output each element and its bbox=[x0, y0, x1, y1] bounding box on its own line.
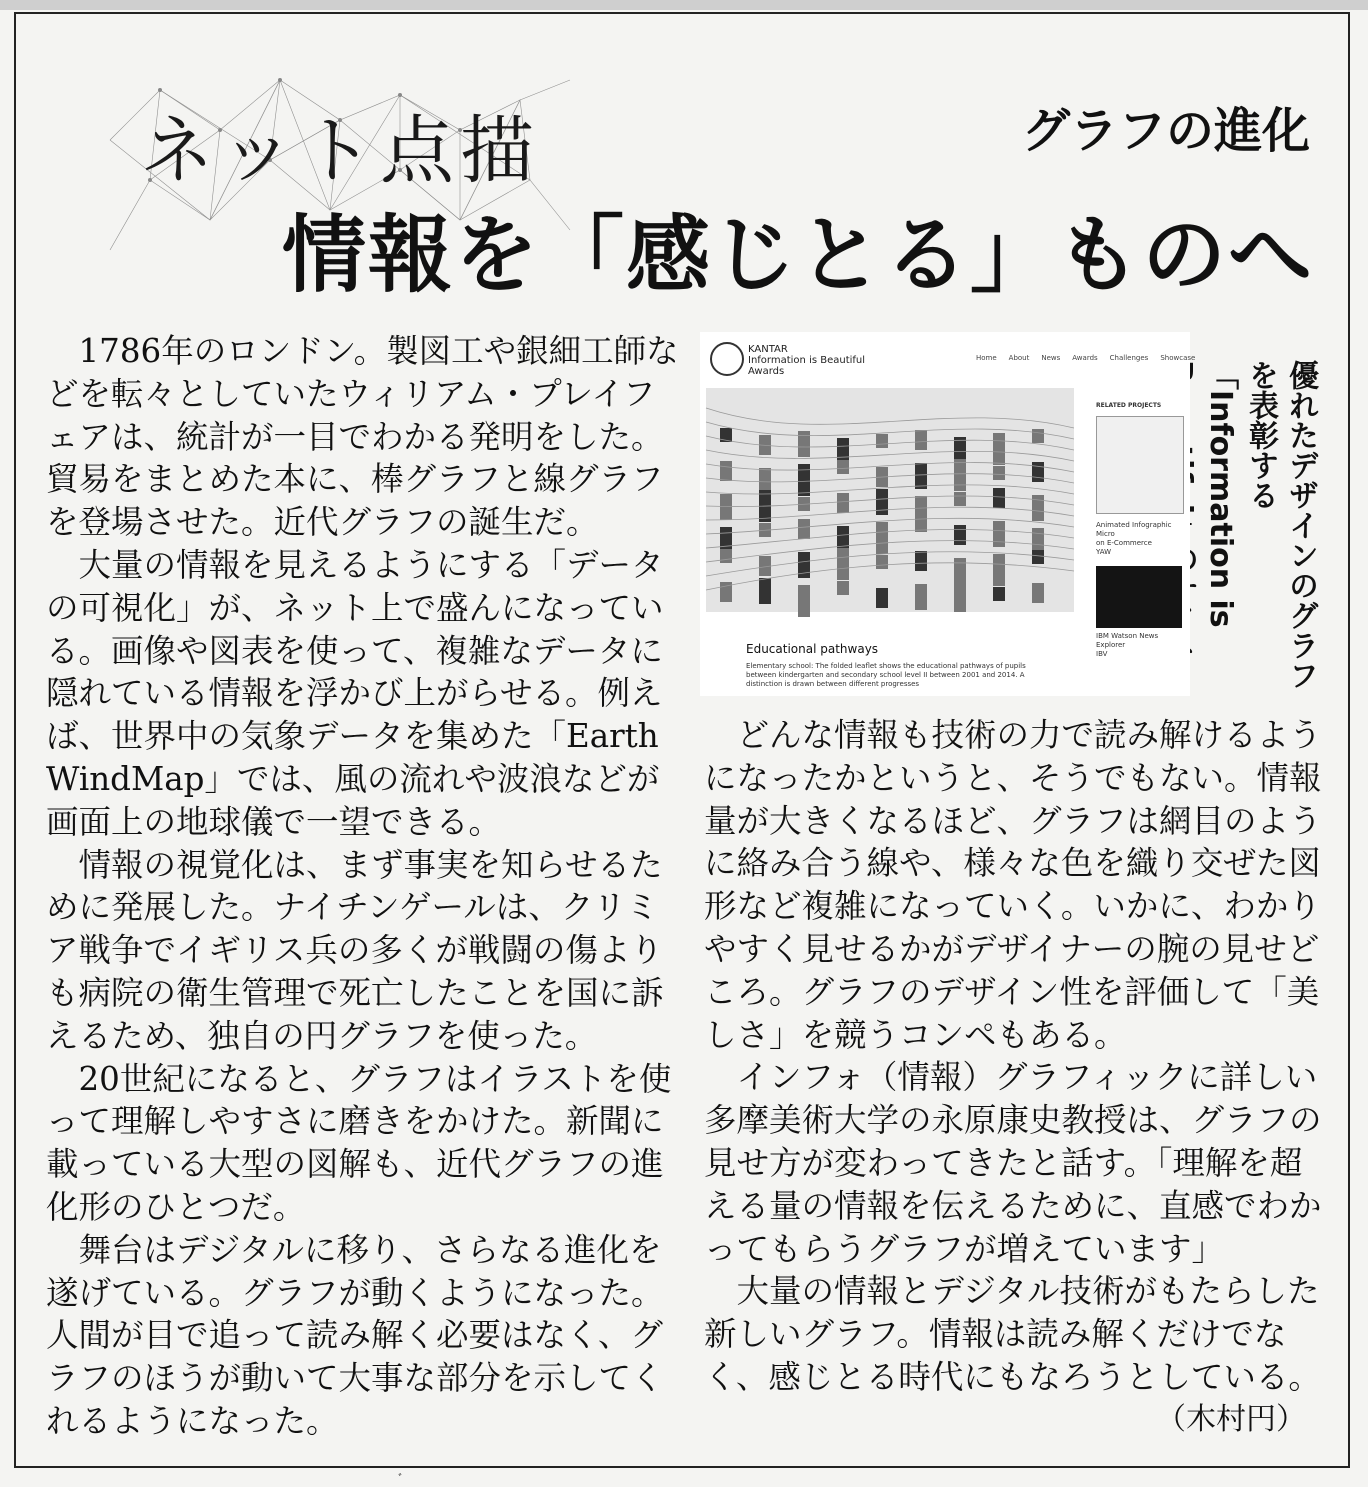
body-left-column bbox=[46, 330, 679, 1443]
site-nav-item[interactable]: News bbox=[1041, 354, 1061, 362]
infographic-block bbox=[798, 431, 810, 457]
text-line: どんな情報も技術の力で読み解けるよう bbox=[704, 716, 1322, 754]
site-nav-item[interactable]: Home bbox=[976, 354, 997, 362]
infographic-block bbox=[915, 551, 927, 571]
infographic-block bbox=[720, 494, 732, 520]
text-line: 画面上の地球儀で一望できる。 bbox=[46, 802, 502, 841]
text-line: どを転々としていたウィリアム・プレイフ bbox=[46, 374, 656, 413]
infographic-block bbox=[993, 587, 1005, 601]
infographic-block bbox=[876, 588, 888, 608]
related-2-line-1: IBM Watson News Explorer bbox=[1096, 632, 1159, 649]
text-line: めに発展した。ナイチンゲールは、クリミ bbox=[46, 888, 659, 927]
text-line: 隠れている情報を浮かび上がらせる。例え bbox=[46, 674, 663, 713]
byline: （木村円） bbox=[1156, 1402, 1306, 1437]
infographic-block bbox=[720, 549, 732, 563]
project-title: Educational pathways bbox=[746, 642, 879, 656]
column-logo: ネット点描 bbox=[140, 108, 540, 194]
fold-mark: ﾞ bbox=[398, 1472, 405, 1486]
infographic-block bbox=[876, 555, 888, 569]
text-line: 多摩美術大学の永原康史教授は、グラフの bbox=[704, 1101, 1322, 1140]
site-brand bbox=[748, 344, 865, 377]
infographic-block bbox=[993, 521, 1005, 547]
kantar-logo-icon bbox=[710, 342, 744, 376]
related-thumb-2 bbox=[1096, 566, 1182, 628]
brand-line-1: KANTAR bbox=[748, 344, 788, 355]
body-right-column bbox=[704, 714, 1322, 1399]
infographic-block bbox=[1032, 550, 1044, 564]
infographic-block bbox=[720, 461, 732, 481]
infographic-block bbox=[759, 578, 771, 604]
text-line: 人間が目で追って読み解く必要はなく、グ bbox=[46, 1316, 663, 1355]
site-nav-item[interactable]: About bbox=[1008, 354, 1030, 362]
text-line: やすく見せるかがデザイナーの腕の見せど bbox=[704, 929, 1320, 968]
infographic-block bbox=[993, 488, 1005, 508]
text-line: 遂げている。グラフが動くようになった。 bbox=[46, 1273, 664, 1312]
infographic-block bbox=[1032, 583, 1044, 603]
infographic-block bbox=[876, 522, 888, 554]
infographic-block bbox=[993, 466, 1005, 480]
infographic-block bbox=[798, 585, 810, 617]
text-line: 見せ方が変わってきたと話す。「理解を超 bbox=[704, 1143, 1303, 1182]
related-thumb-1 bbox=[1096, 416, 1184, 514]
infographic-block bbox=[1032, 462, 1044, 482]
related-title-1 bbox=[1096, 521, 1184, 557]
project-description: Elementary school: The folded leaflet shows the educational pathways of pupils between kindergarten and secondary school level II between 2001 and 2014. A distinction is drawn between different progresses bbox=[746, 662, 1026, 688]
text-line: 大量の情報とデジタル技術がもたらした bbox=[704, 1272, 1320, 1311]
website-screenshot bbox=[700, 332, 1196, 696]
text-line: って理解しやすさに磨きをかけた。新聞に bbox=[46, 1102, 664, 1141]
site-nav-item[interactable]: Awards bbox=[1072, 354, 1098, 362]
text-line: 載っている大型の図解も、近代グラフの進 bbox=[46, 1145, 664, 1184]
infographic-block bbox=[954, 580, 966, 612]
text-line: 新しいグラフ。情報は読み解くだけでな bbox=[704, 1315, 1287, 1354]
infographic-block bbox=[798, 552, 810, 578]
text-line: 20世紀になると、グラフはイラストを使 bbox=[46, 1059, 672, 1098]
text-line: 大量の情報を見えるようにする「データ bbox=[46, 545, 664, 584]
infographic-block bbox=[876, 489, 888, 515]
infographic-block bbox=[954, 459, 966, 491]
pathway-infographic bbox=[706, 388, 1074, 612]
infographic-block bbox=[798, 464, 810, 496]
photo-caption: 優れたデザインのグラフを表彰する「Information is bbox=[1203, 360, 1318, 690]
infographic-block bbox=[993, 554, 1005, 586]
text-line: WindMap」では、風の流れや波浪などが bbox=[46, 759, 660, 798]
text-line: しさ」を競うコンペもある。 bbox=[704, 1015, 1127, 1054]
text-line: る。画像や図表を使って、複雑なデータに bbox=[46, 631, 663, 670]
infographic-block bbox=[837, 493, 849, 513]
text-line: も病院の衛生管理で死亡したことを国に訴 bbox=[46, 973, 664, 1012]
text-line: に絡み合う線や、様々な色を織り交ぜた図 bbox=[704, 844, 1321, 883]
infographic-block bbox=[954, 525, 966, 545]
infographic-block bbox=[876, 434, 888, 448]
text-line: く、感じとる時代にもなろうとしている。 bbox=[704, 1357, 1321, 1396]
infographic-block bbox=[915, 463, 927, 489]
text-line: を登場させた。近代グラフの誕生だ。 bbox=[46, 503, 599, 542]
text-line: ころ。グラフのデザイン性を評価して「美 bbox=[704, 972, 1320, 1011]
text-line: 化形のひとつだ。 bbox=[46, 1187, 306, 1226]
text-line: ラフのほうが動いて大事な部分を示してく bbox=[46, 1359, 664, 1398]
related-label: RELATED PROJECTS bbox=[1096, 402, 1162, 409]
site-nav-item[interactable]: Showcase bbox=[1160, 354, 1196, 362]
infographic-block bbox=[1032, 429, 1044, 443]
text-line: 貿易をまとめた本に、棒グラフと線グラフ bbox=[46, 460, 664, 499]
headline: 情報を「感じとる」ものへ bbox=[281, 205, 1314, 304]
text-line: になったかというと、そうでもない。情報 bbox=[704, 758, 1322, 797]
related-2-line-2: IBV bbox=[1096, 650, 1108, 658]
text-line: える量の情報を伝えるために、直感でわか bbox=[704, 1186, 1322, 1225]
related-title-2 bbox=[1096, 632, 1184, 659]
text-line: 形など複雑になっていく。いかに、わかり bbox=[704, 887, 1321, 926]
related-1-line-2: on E-Commerce bbox=[1096, 539, 1152, 547]
text-line: ェアは、統計が一目でわかる発明をした。 bbox=[46, 417, 664, 456]
text-line: えるため、独自の円グラフを使った。 bbox=[46, 1016, 598, 1055]
scan-top-band bbox=[0, 0, 1368, 10]
infographic-block bbox=[915, 430, 927, 450]
infographic-block bbox=[837, 460, 849, 474]
site-nav bbox=[976, 354, 1207, 362]
related-1-line-1: Animated Infographic Micro bbox=[1096, 521, 1172, 538]
infographic-block bbox=[915, 584, 927, 610]
text-line: れるようになった。 bbox=[46, 1401, 339, 1440]
brand-line-2: Information is Beautiful bbox=[748, 355, 866, 366]
text-line: ば、世界中の気象データを集めた「Earth bbox=[46, 717, 659, 756]
kicker-heading: グラフの進化 bbox=[1021, 103, 1310, 159]
infographic-block bbox=[837, 581, 849, 595]
infographic-block bbox=[954, 492, 966, 506]
text-line: の可視化」が、ネット上で盛んになってい bbox=[46, 588, 664, 627]
infographic-block bbox=[1032, 495, 1044, 521]
text-line: 1786年のロンドン。製図工や銀細工師な bbox=[46, 332, 679, 370]
text-line: 舞台はデジタルに移り、さらなる進化を bbox=[46, 1230, 662, 1269]
related-projects bbox=[1092, 396, 1184, 696]
text-line: ってもらうグラフが増えています」 bbox=[704, 1229, 1225, 1268]
text-line: 情報の視覚化は、まず事実を知らせるた bbox=[46, 845, 663, 884]
site-nav-item[interactable]: Challenges bbox=[1109, 354, 1149, 362]
infographic-block bbox=[837, 548, 849, 580]
infographic-block bbox=[798, 519, 810, 539]
related-1-line-3: YAW bbox=[1096, 548, 1112, 556]
infographic-block bbox=[993, 433, 1005, 465]
brand-line-3: Awards bbox=[748, 366, 785, 377]
text-line: インフォ（情報）グラフィックに詳しい bbox=[704, 1058, 1318, 1097]
text-line: 量が大きくなるほど、グラフは網目のよう bbox=[704, 801, 1322, 840]
text-line: ア戦争でイギリス兵の多くが戦闘の傷より bbox=[46, 931, 663, 970]
